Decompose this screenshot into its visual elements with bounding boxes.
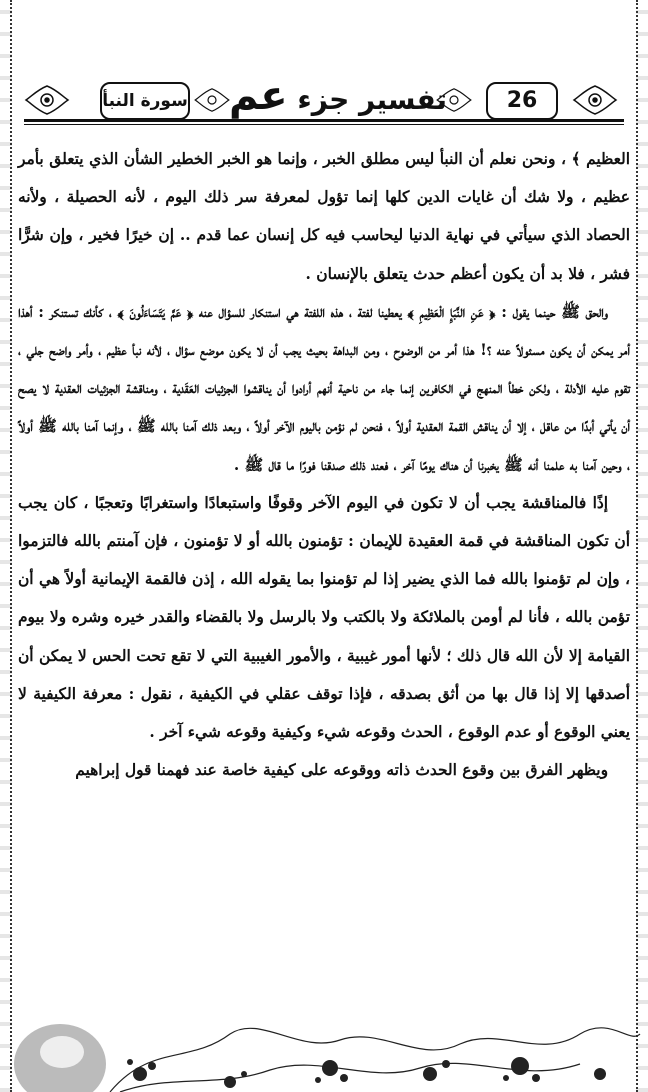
- paragraph: إذًا فالمناقشة يجب أن لا تكون في اليوم الآخر وقوفًا واستبعادًا واستغرابًا وتعجبًا ، كان يجب أن تكون المناقشة في قمة العقيدة للإيمان : تؤمنون بالله أو لا تؤمنون ، فإن آمنتم بالله فالتزموا ، وإن لم تؤمنوا بالله فما الذي يضير إذا لم تؤمنوا بما يقوله الله ، إذن فالقمة الإيمانية أولاً هي أن تؤمن بالله ، فأنا لم أومن بالملائكة ولا بالكتب ولا بالرسل ولا بالقضاء والقدر خيره وشره ولا بيوم القيامة إلا لأن الله قال ذلك ؛ لأنها أمور غيبية ، والأمور الغيبية التي لا تقع تحت الحس لا يمكن أن أصدقها إلا إذا قال بها من أثق بصدقه ، فإذا توقف عقلي في الكيفية ، نقول : معرفة الكيفية لا يعني الوقوع أو عدم الوقوع ، الحدث وقوعه شيء وكيفية وقوعه شيء آخر .: [18, 493, 630, 742]
- paragraph: والحق ﷺ حينما يقول : ﴿ عَنِ النَّبَإِ الْعَظِيمِ ﴾ يعطينا لفتة ، هذه اللفتة هي استنكار للسؤال عنه ﴿ عَمَّ يَتَسَاءَلُونَ ﴾ ، كأنك تستنكر : أهذا أمر يمكن أن يكون مسئولاً عنه ؟! هذا أمر من الوضوح ، ومن البداهة بحيث يجب أن لا يكون موضع سؤال ، لأنه نبأ عظيم ، وأمر واضح جلي ، تقوم عليه الأدلة ، ولكن خطأ المنهج في الكافرين إنما جاء من ناحية أنهم أرادوا أن يناقشوا الجزئيات العَقَدية ، ومناقشة الجزئيات العقدية لا يصح أن يأتي أبدًا من عاقل ، إلا أن يناقش القمة العقدية أولاً ، فنحن لم نؤمن باليوم الآخر أولاً ، وبعد ذلك آمنا بالله ﷺ ، وإنما آمنا بالله ﷺ أولاً ، وحين آمنا به علمنا أنه ﷺ يخبرنا أن هناك يومًا آخر ، فعند ذلك صدقنا فورًا ما قال ﷺ .: [18, 302, 630, 474]
- surah-name-box: سورة النبأ: [100, 82, 190, 120]
- ornament-icon: [22, 82, 72, 118]
- paragraph: ويظهر الفرق بين وقوع الحدث ذاته ووقوعه على كيفية خاصة عند فهمنا قول إبراهيم: [75, 761, 608, 780]
- ornament-icon: [434, 82, 474, 118]
- page-border-right: [636, 0, 648, 1092]
- book-title: [210, 74, 466, 118]
- page-body: [18, 140, 630, 789]
- page-border-left: [0, 0, 12, 1092]
- decorative-floral-footer-icon: [0, 1004, 648, 1092]
- ornament-icon: [570, 82, 620, 118]
- paragraph: العظيم ﴾ ، ونحن نعلم أن النبأ ليس مطلق الخبر ، وإنما هو الخبر الخطير الشأن الذي يتعلق بأمر عظيم ، ولا شك أن غايات الدين كلها إنما تؤول لمعرفة سر ذلك اليوم ، لأنه الحصيلة ، ولأنه الحصاد الذي سيأتي في نهاية الدنيا ليحاسب فيه كل إنسان عما قدم .. إن خيرًا فخير ، وإن شرًّا فشر ، فلا بد أن يكون أعظم حدث يتعلق بالإنسان .: [18, 150, 630, 283]
- book-title-emphasis: عم: [228, 73, 288, 119]
- book-title-text: تفسير جزء: [297, 83, 448, 116]
- header-rule: [24, 119, 624, 122]
- page-header: [14, 72, 634, 132]
- page-number: 26: [486, 82, 558, 120]
- header-rule-thin: [24, 124, 624, 125]
